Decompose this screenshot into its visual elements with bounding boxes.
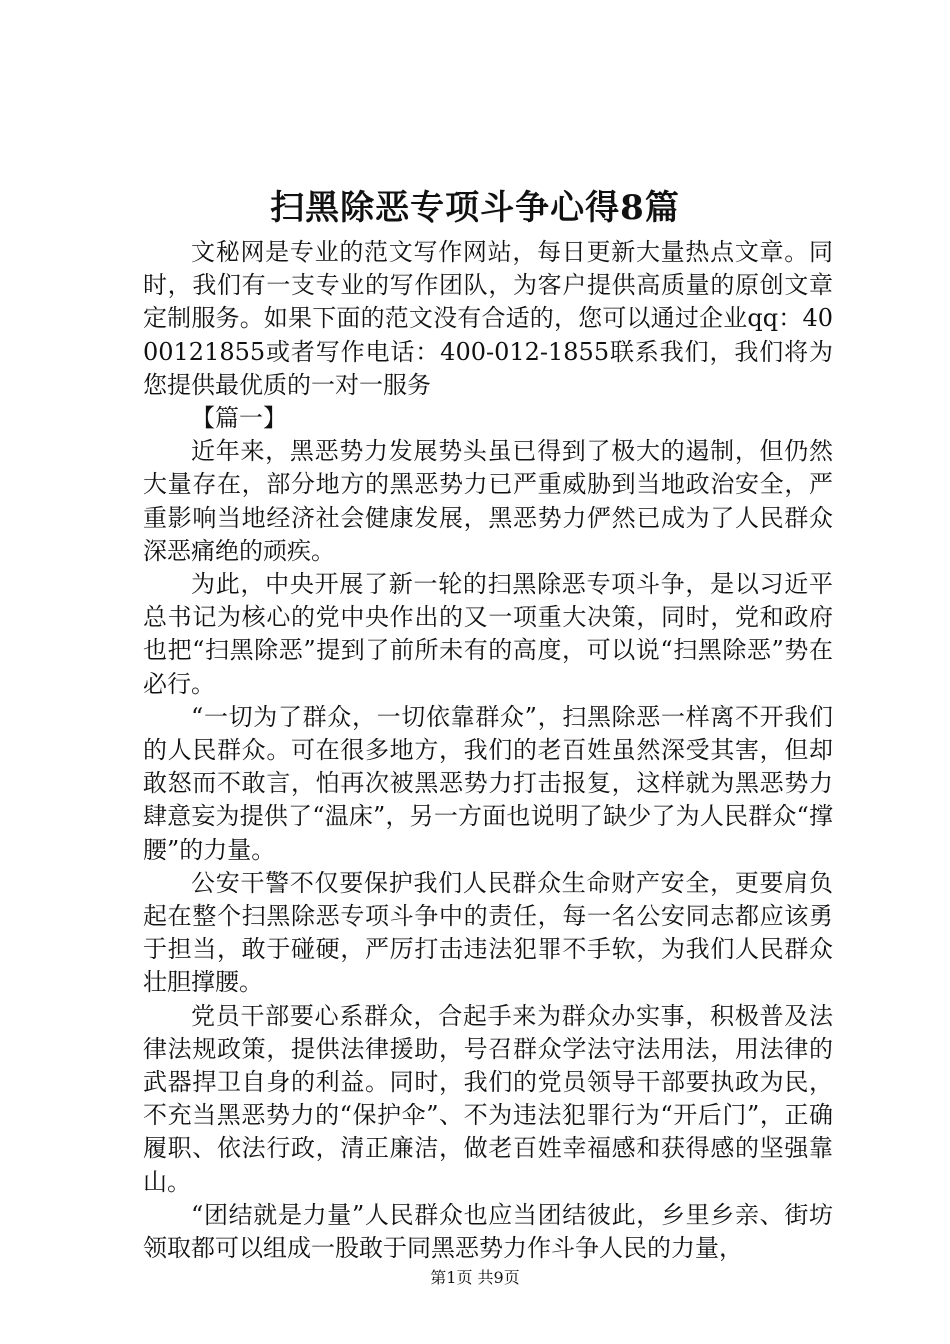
document-body	[143, 236, 833, 1265]
paragraph: “团结就是力量”人民群众也应当团结彼此，乡里乡亲、街坊领取都可以组成一股敢于同黑恶势力作斗争人民的力量，	[143, 1200, 833, 1263]
paragraph: 公安干警不仅要保护我们人民群众生命财产安全，更要肩负起在整个扫黑除恶专项斗争中的责任，每一名公安同志都应该勇于担当，敢于碰硬，严厉打击违法犯罪不手软，为我们人民群众壮胆撑腰。	[143, 868, 833, 997]
section-heading: 【篇一】	[191, 404, 287, 433]
paragraph: 党员干部要心系群众，合起手来为群众办实事，积极普及法律法规政策，提供法律援助，号召群众学法守法用法，用法律的武器捍卫自身的利益。同时，我们的党员领导干部要执政为民，不充当黑恶势力的“保护伞”、不为违法犯罪行为“开后门”，正确履职、依法行政，清正廉洁，做老百姓幸福感和获得感的坚强靠山。	[143, 1001, 833, 1196]
paragraph: “一切为了群众，一切依靠群众”，扫黑除恶一样离不开我们的人民群众。可在很多地方，我们的老百姓虽然深受其害，但却敢怒而不敢言，怕再次被黑恶势力打击报复，这样就为黑恶势力肆意妄为提供了“温床”，另一方面也说明了缺少了为人民群众“撑腰”的力量。	[143, 702, 833, 864]
paragraph-intro: 文秘网是专业的范文写作网站，每日更新大量热点文章。同时，我们有一支专业的写作团队，为客户提供高质量的原创文章定制服务。如果下面的范文没有合适的，您可以通过企业qq：4000121855或者写作电话：400-012-1855联系我们，我们将为您提供最优质的一对一服务	[143, 238, 833, 399]
page-number-footer: 第1页 共9页	[430, 1268, 520, 1287]
paragraph: 近年来，黑恶势力发展势头虽已得到了极大的遏制，但仍然大量存在，部分地方的黑恶势力已严重威胁到当地政治安全，严重影响当地经济社会健康发展，黑恶势力俨然已成为了人民群众深恶痛绝的顽疾。	[143, 437, 833, 565]
paragraph: 为此，中央开展了新一轮的扫黑除恶专项斗争，是以习近平总书记为核心的党中央作出的又一项重大决策，同时，党和政府也把“扫黑除恶”提到了前所未有的高度，可以说“扫黑除恶”势在必行。	[143, 570, 833, 698]
document-title: 扫黑除恶专项斗争心得8篇	[270, 188, 680, 228]
